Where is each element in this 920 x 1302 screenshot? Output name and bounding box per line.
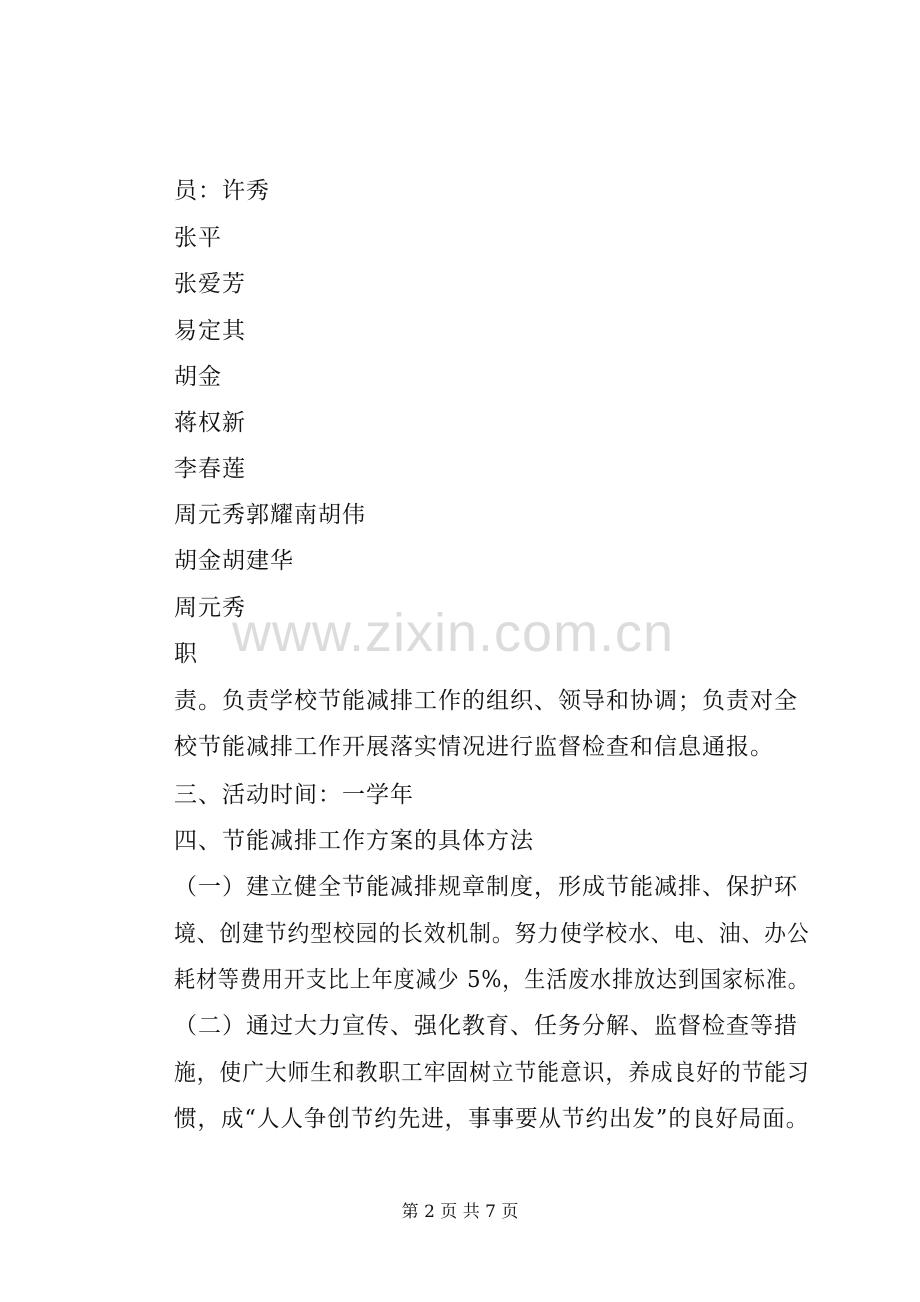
paragraph-line: 施，使广大师生和教职工牢固树立节能意识，养成良好的节能习 [174,1060,810,1086]
paragraph-line: 耗材等费用开支比上年度减少 5%，生活废水排放达到国家标准。 [174,967,810,993]
text-line: 胡金胡建华 [174,548,294,574]
text-line: 蒋权新 [174,410,246,436]
text-line: 张爱芳 [174,271,246,297]
watermark: www.zixin.com.cn [232,603,675,663]
text-line: 李春莲 [174,456,246,482]
paragraph-line: 责。负责学校节能减排工作的组织、领导和协调；负责对全 [174,688,798,714]
text-line: 周元秀郭耀南胡伟 [174,502,366,528]
section-heading: 四、节能减排工作方案的具体方法 [174,828,534,854]
text-line: 职 [174,641,198,667]
paragraph-line: 境、创建节约型校园的长效机制。努力使学校水、电、油、办公 [174,921,810,947]
paragraph-line: 惯，成“人人争创节约先进，事事要从节约出发”的良好局面。 [174,1106,810,1132]
paragraph-line: （一）建立健全节能减排规章制度，形成节能减排、保护环 [174,874,798,900]
text-line: 张平 [174,225,222,251]
page-footer: 第 2 页 共 7 页 [401,1202,519,1222]
text-line: 员：许秀 [174,178,270,204]
section-heading: 三、活动时间：一学年 [174,782,414,808]
text-line: 周元秀 [174,595,246,621]
text-line: 易定其 [174,318,246,344]
text-line: 胡金 [174,364,222,390]
paragraph-line: 校节能减排工作开展落实情况进行监督检查和信息通报。 [174,734,774,760]
paragraph-line: （二）通过大力宣传、强化教育、任务分解、监督检查等措 [174,1013,798,1039]
